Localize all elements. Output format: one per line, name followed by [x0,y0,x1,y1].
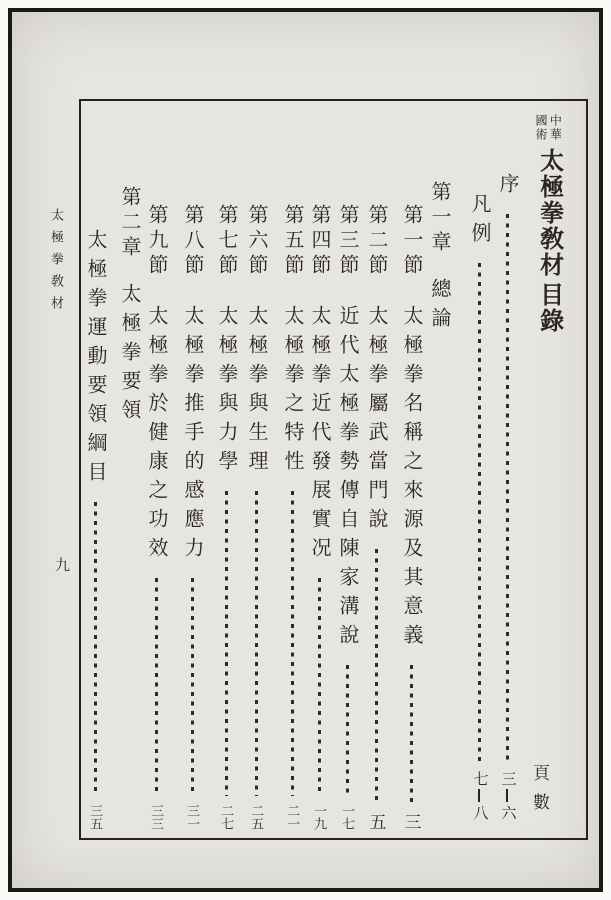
entry-title: 太極拳屬武當門說 [365,305,387,537]
entry-title: 太極拳之特性 [281,305,303,479]
dotted-leader [375,549,378,805]
dotted-leader [410,665,413,805]
toc-entry-chapter1 [424,101,454,838]
pretitle-line2: 國術 [534,114,548,142]
toc-entry-chapter2 [114,101,144,838]
pretitle-line1: 中華 [548,114,563,142]
entry-title: 太極拳要領 [118,283,140,428]
entry-title: 太極拳推手的感應力 [181,305,203,566]
toc-entry-section8 [177,101,207,838]
page-range [500,771,515,820]
dotted-leader [318,578,321,796]
range-dash [478,789,480,802]
page-start: 三 [499,771,516,786]
toc-entry-section4 [304,101,334,838]
toc-entry-section9 [141,101,171,838]
toc-entry-section1 [396,101,426,838]
page-number: 一七 [340,804,356,830]
entry-label: 第八節 [181,204,203,279]
page-number: 五 [366,813,386,830]
entry-label: 第五節 [281,204,303,279]
page-number: 二一 [285,804,301,830]
spine-title: 太極拳敎材 [49,208,64,318]
dotted-leader [255,491,258,796]
pretitle [534,114,563,142]
entry-title: 太極拳名稱之來源及其意義 [400,305,422,653]
dotted-leader [191,578,194,796]
toc-entry-section7 [211,101,241,838]
page-number: 三五 [88,804,104,830]
entry-title: 太極拳於健康之功效 [145,305,167,566]
dotted-leader [225,491,228,796]
toc-entry-section6 [241,101,271,838]
dotted-leader [506,214,509,763]
entry-label: 第二節 [365,204,387,279]
entry-title: 序 [496,173,518,202]
toc-entry-section2 [361,101,391,838]
entry-title: 凡例 [468,193,490,251]
entry-label: 第二章 [118,186,140,261]
book-page [8,8,603,892]
toc-entry-preface [492,101,522,838]
page-number: 三一 [185,804,201,830]
title-column [522,114,574,334]
entry-title: 近代太極拳勢傳自陳家溝說 [336,305,358,653]
range-dash [506,789,508,802]
entry-title: 太極拳與生理 [245,305,267,479]
page-number: 二七 [219,804,235,830]
toc-frame [79,99,588,840]
page-end: 六 [499,805,516,820]
page-end: 八 [471,805,488,820]
page-number: 三 [401,813,421,830]
entry-label: 第七節 [215,204,237,279]
folio-page-number: 九 [53,557,69,572]
page-number-column-header: 頁數 [530,764,549,822]
dotted-leader [346,665,349,796]
page-start: 七 [471,771,488,786]
book-title: 太極拳敎材 [535,148,562,278]
dotted-leader [94,502,97,796]
entry-label: 第四節 [308,204,330,279]
dotted-leader [478,263,481,763]
entry-label: 第六節 [245,204,267,279]
entry-label: 第一章 [428,181,450,256]
dotted-leader [291,491,294,796]
dotted-leader [155,578,158,796]
entry-title: 太極拳運動要領綱目 [84,229,106,490]
toc-heading: 目錄 [535,282,562,334]
toc-entry-outline [81,101,109,838]
toc-entry-section5 [277,101,307,838]
entry-title: 太極拳與力學 [215,305,237,479]
entry-title: 總論 [428,278,450,336]
page-number: 一九 [312,804,328,830]
page-range [472,771,487,820]
entry-title: 太極拳近代發展實况 [308,305,330,566]
page-number: 二五 [249,804,265,830]
toc-entry-section3 [332,101,362,838]
entry-label: 第九節 [145,204,167,279]
entry-label: 第三節 [336,204,358,279]
toc-entry-notes [464,101,494,838]
page-number: 三三 [149,804,165,830]
entry-label: 第一節 [400,204,422,279]
